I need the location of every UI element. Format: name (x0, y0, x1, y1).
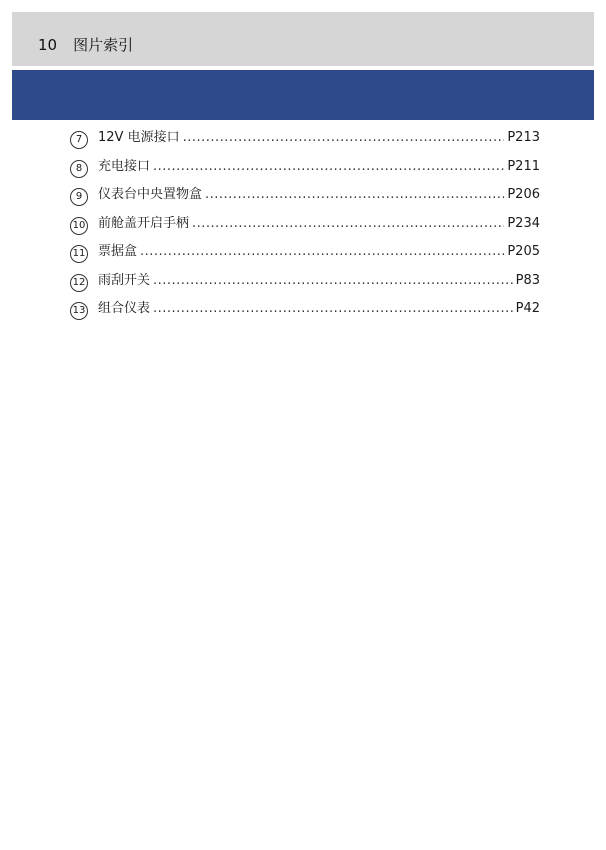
entry-label: 雨刮开关 (98, 272, 151, 288)
dot-leader (153, 299, 513, 319)
entry-number: 8 (70, 160, 88, 178)
dot-leader (153, 271, 513, 291)
entry-number: 7 (70, 131, 88, 149)
entry-page-ref[interactable]: P205 (507, 244, 540, 259)
picture-index-list (70, 128, 540, 328)
index-entry[interactable] (70, 157, 540, 186)
entry-number: 9 (70, 188, 88, 206)
section-color-band (12, 70, 594, 120)
entry-label: 仪表台中央置物盒 (98, 187, 203, 202)
entry-label: 票据盒 (98, 244, 138, 259)
page-heading (38, 36, 133, 54)
entry-page-ref[interactable]: P213 (507, 130, 540, 145)
dot-leader (183, 128, 505, 148)
entry-page-ref[interactable]: P234 (507, 215, 540, 231)
entry-label: 充电接口 (98, 158, 151, 174)
dot-leader (192, 214, 504, 234)
index-entry[interactable] (70, 242, 540, 271)
page-number: 10 (38, 36, 58, 54)
entry-number: 11 (70, 245, 88, 263)
entry-number: 12 (70, 274, 88, 292)
entry-label: 12V 电源接口 (98, 130, 180, 145)
dot-leader (153, 157, 504, 177)
entry-label: 前舱盖开启手柄 (98, 215, 190, 231)
index-entry[interactable] (70, 299, 540, 328)
index-entry[interactable] (70, 128, 540, 157)
entry-page-ref[interactable]: P211 (507, 158, 540, 174)
entry-number: 10 (70, 217, 88, 235)
dot-leader (140, 242, 504, 262)
entry-page-ref[interactable]: P206 (507, 187, 540, 202)
entry-page-ref[interactable]: P42 (515, 301, 540, 316)
dot-leader (205, 185, 504, 205)
index-entry[interactable] (70, 214, 540, 243)
entry-label: 组合仪表 (98, 301, 151, 316)
entry-page-ref[interactable]: P83 (515, 272, 540, 288)
entry-number: 13 (70, 302, 88, 320)
index-entry[interactable] (70, 185, 540, 214)
section-title: 图片索引 (73, 36, 134, 54)
index-entry[interactable] (70, 271, 540, 300)
